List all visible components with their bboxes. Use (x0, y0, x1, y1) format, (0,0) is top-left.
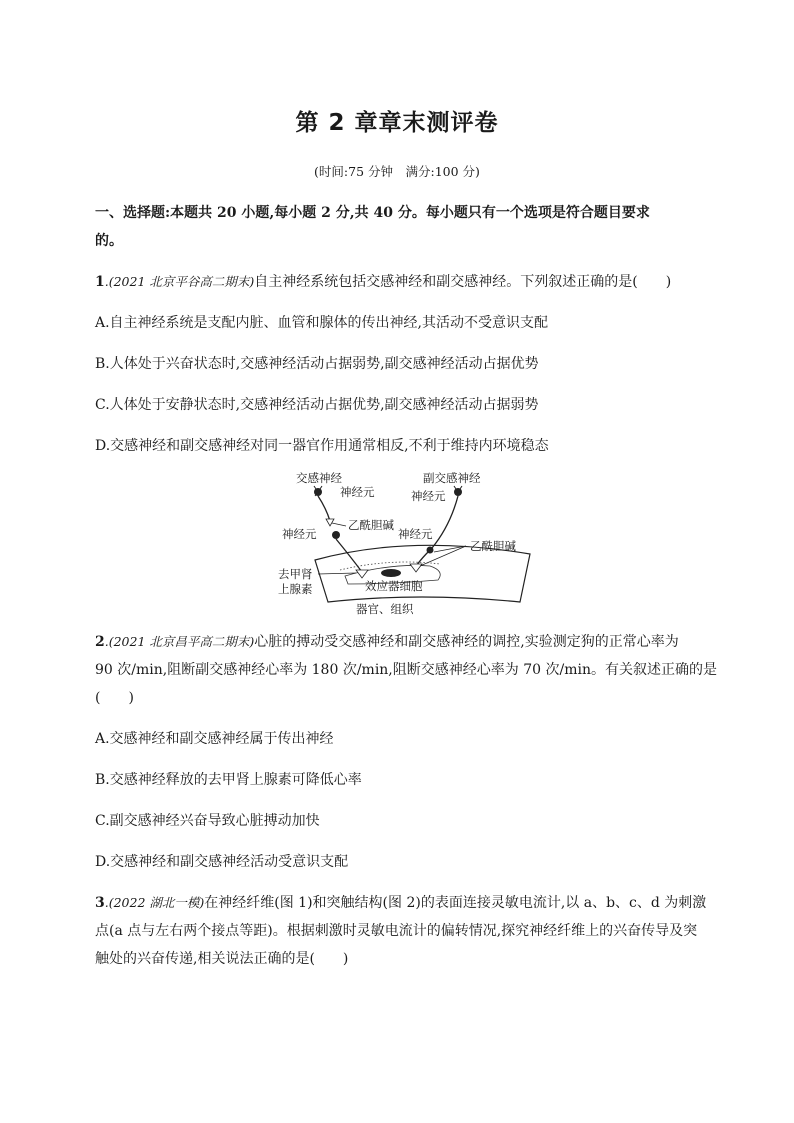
question-source: .(2021 北京昌平高二期末) (104, 634, 255, 649)
question-text: 在神经纤维(图 1)和突触结构(图 2)的表面连接灵敏电流计,以 a、b、c、d 为刺激 (204, 895, 707, 911)
question-text: 心脏的搏动受交感神经和副交感神经的调控,实验测定狗的正常心率为 (254, 634, 679, 650)
question-1-stem (95, 272, 705, 292)
question-2-stem-line1 (95, 632, 705, 652)
question-source: .(2021 北京平谷高二期末) (104, 274, 255, 289)
exam-info: (时间:75 分钟 满分:100 分) (314, 164, 480, 179)
question-1-option-b: B.人体处于兴奋状态时,交感神经活动占据弱势,副交感神经活动占据优势 (95, 356, 539, 372)
label-effector-cell: 效应器细胞 (365, 579, 423, 593)
label-norepinephrine-2: 上腺素 (278, 582, 313, 596)
effector-nucleus (381, 569, 401, 577)
section-heading-line1: 一、选择题:本题共 20 小题,每小题 2 分,共 40 分。每小题只有一个选项是符合题目要求 (95, 205, 650, 221)
question-2-stem-line2: 90 次/min,阻断副交感神经心率为 180 次/min,阻断交感神经心率为 70 次/min。有关叙述正确的是 (95, 662, 717, 678)
label-neuron-right-top: 神经元 (411, 489, 446, 503)
label-norepinephrine-1: 去甲肾 (278, 567, 313, 581)
autonomic-nerve-diagram (270, 466, 540, 618)
parasympathetic-axon (432, 496, 458, 548)
section-heading-line2: 的。 (95, 233, 123, 249)
question-number: 1 (95, 274, 105, 290)
question-number: 3 (95, 895, 105, 911)
question-1-option-d: D.交感神经和副交感神经对同一器官作用通常相反,不利于维持内环境稳态 (95, 438, 549, 454)
label-ach-left: 乙酰胆碱 (348, 518, 394, 532)
question-text: 自主神经系统包括交感神经和副交感神经。下列叙述正确的是( ) (254, 274, 672, 290)
question-3-stem-line3: 触处的兴奋传递,相关说法正确的是( ) (95, 951, 349, 967)
label-sympathetic: 交感神经 (296, 471, 342, 485)
label-organ: 器官、组织 (356, 602, 414, 616)
question-source: .(2022 湖北一模) (104, 895, 205, 910)
question-2-option-a: A.交感神经和副交感神经属于传出神经 (95, 731, 334, 747)
question-2-option-d: D.交感神经和副交感神经活动受意识支配 (95, 854, 349, 870)
label-neuron-right-mid: 神经元 (398, 527, 433, 541)
label-parasympathetic: 副交感神经 (423, 471, 481, 485)
question-2-option-b: B.交感神经释放的去甲肾上腺素可降低心率 (95, 772, 362, 788)
sympathetic-neuron-mid (332, 531, 340, 539)
sympathetic-synapse (326, 519, 334, 526)
page-title: 第 2 章章末测评卷 (295, 110, 499, 136)
label-neuron-left-mid: 神经元 (282, 527, 317, 541)
label-ach-right: 乙酰胆碱 (470, 539, 516, 553)
question-number: 2 (95, 634, 105, 650)
question-2-stem-line3: ( ) (95, 690, 134, 706)
question-3-stem-line1 (95, 893, 705, 913)
question-2-option-c: C.副交感神经兴奋导致心脏搏动加快 (95, 813, 320, 829)
question-3-stem-line2: 点(a 点与左右两个接点等距)。根据刺激时灵敏电流计的偏转情况,探究神经纤维上的兴奋传导及突 (95, 923, 698, 939)
question-1-option-a: A.自主神经系统是支配内脏、血管和腺体的传出神经,其活动不受意识支配 (95, 315, 549, 331)
sympathetic-axon (318, 496, 330, 521)
label-neuron-left-top: 神经元 (340, 485, 375, 499)
question-1-option-c: C.人体处于安静状态时,交感神经活动占据优势,副交感神经活动占据弱势 (95, 397, 539, 413)
